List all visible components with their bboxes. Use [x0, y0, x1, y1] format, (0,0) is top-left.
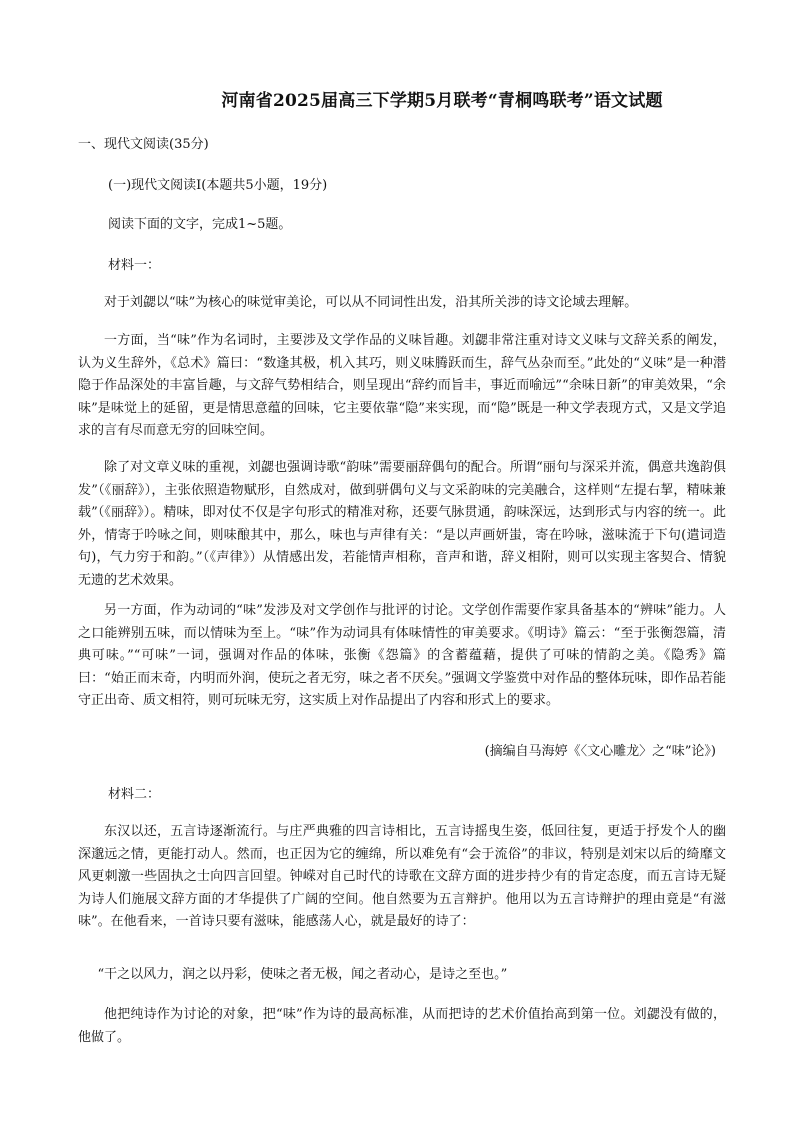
material1-paragraph-2: 一方面，当“味”作为名词时，主要涉及文学作品的义味旨趣。刘勰非常注重对诗文义味与文辞关系的阐发，认为义生辞外，《总术》篇曰：“数逢其极，机入其巧，则义味腾跃而生，辞气丛杂而至。”此处的“义味”是一种潜隐于作品深处的丰富旨趣，与文辞气势相结合，则呈现出“辞约而旨丰，事近而喻远”“余味日新”的审美效果，“余味”是味觉上的延留，更是情思意蕴的回味，它主要依靠“隐”来实现，而“隐”既是一种文学表现方式，又是文学追求的言有尽而意无穷的回味空间。 — [78, 333, 726, 438]
material2-paragraph-2: 他把纯诗作为讨论的对象，把“味”作为诗的最高标准，从而把诗的艺术价值抬高到第一位。刘勰没有做的，他做了。 — [78, 1007, 726, 1045]
section-heading: 一、现代文阅读(35分) — [78, 137, 209, 152]
subsection-heading: (一)现代文阅读Ⅰ(本题共5小题，19分) — [108, 178, 328, 193]
document-title: 河南省2025届高三下学期5月联考“青桐鸣联考”语文试题 — [221, 91, 663, 111]
material1-paragraph-1: 对于刘勰以“味”为核心的味觉审美论，可以从不同词性出发，沿其所关涉的诗文论域去理解。 — [104, 295, 638, 310]
material2-label: 材料二： — [108, 787, 161, 802]
material2-paragraph-1: 东汉以还，五言诗逐渐流行。与庄严典雅的四言诗相比，五言诗摇曳生姿，低回往复，更适于抒发个人的幽深邈远之情，更能打动人。然而，也正因为它的缠绵，所以难免有“会于流俗”的非议，特别是刘宋以后的绮靡文风更刺激一些固执之士向四言回望。钟嵘对自己时代的诗歌在文辞方面的进步持少有的肯定态度，而五言诗无疑为诗人们施展文辞方面的才华提供了广阔的空间。他自然要为五言辩护。他用以为五言诗辩护的理由竟是“有滋味”。在他看来，一首诗只要有滋味，能感荡人心，就是最好的诗了： — [78, 824, 726, 929]
material2-quote: “干之以风力，润之以丹彩，使味之者无极，闻之者动心，是诗之至也。” — [97, 967, 508, 982]
material1-paragraph-4: 另一方面，作为动词的“味”发涉及对文学创作与批评的讨论。文学创作需要作家具备基本的“辨味”能力。人之口能辨别五味，而以情味为至上。“味”作为动词具有体味情性的审美要求。《明诗》篇云：“至于张衡怨篇，清典可味。”“可味”一词，强调对作品的体味，张衡《怨篇》的含蓄蕴藉，提供了可味的情韵之美。《隐秀》篇曰：“始正而末奇，内明而外润，使玩之者无穷，味之者不厌矣。”强调文学鉴赏中对作品的整体玩味，即作品若能守正出奇、质文相符，则可玩味无穷，这实质上对作品提出了内容和形式上的要求。 — [78, 603, 726, 708]
material1-source: (摘编自马海婷《〈文心雕龙〉之“味”论》) — [484, 744, 716, 759]
material1-label: 材料一： — [108, 258, 161, 273]
material1-paragraph-3: 除了对文章义味的重视，刘勰也强调诗歌“韵味”需要丽辞偶句的配合。所谓“丽句与深采并流，偶意共逸韵俱发”（《丽辞》），主张依照造物赋形，自然成对，做到骈偶句义与文采韵味的完美融合，这样则“左提右挈，精味兼载”（《丽辞》）。精味，即对仗不仅是字句形式的精准对称，还要气脉贯通，韵味深远，达到形式与内容的统一。此外，情寄于吟咏之间，则味酿其中，那么，味也与声律有关：“是以声画妍蚩，寄在吟咏，滋味流于下句(遣词造句)，气力穷于和韵。”（《声律》）从情感出发，若能情声相称，音声和谐，辞义相附，则可以实现主客契合、情貌无遗的艺术效果。 — [78, 460, 726, 588]
instruction-text: 阅读下面的文字，完成1~5题。 — [108, 217, 292, 232]
